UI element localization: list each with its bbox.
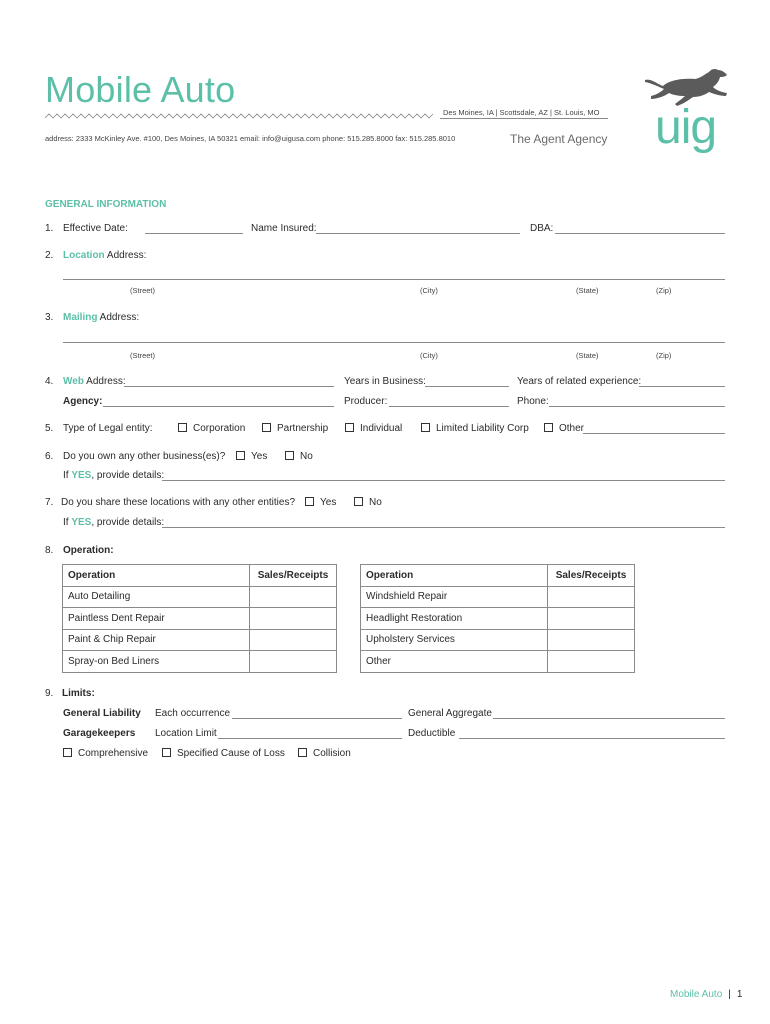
uig-logo: uig [655,101,717,154]
operations-table-left [62,564,337,673]
mailing-city-caption: (City) [420,351,438,360]
q6-yes-option[interactable]: Yes [236,451,267,462]
location-address-label: Location Address: [63,250,147,261]
q7-yes-option[interactable]: Yes [305,497,336,508]
general-aggregate-label: General Aggregate [408,708,492,719]
contact-info: address: 2333 McKinley Ave. #100, Des Moines, IA 50321 email: info@uigusa.com phone: 515.285.8000 fax: 515.285.8010 [45,134,456,143]
web-address-label: Web Address: [63,376,126,387]
q7-details-field[interactable] [162,527,725,528]
operation-name: Spray-on Bed Liners [63,651,250,673]
q7-details-label: If YES, provide details: [63,517,165,528]
sales-receipts-cell[interactable] [250,586,337,608]
option-specified-cause[interactable]: Specified Cause of Loss [162,748,285,759]
each-occurrence-label: Each occurrence [155,708,231,719]
option-collision[interactable]: Collision [298,748,351,759]
location-street-caption: (Street) [130,286,156,295]
column-header: Sales/Receipts [548,565,635,587]
operation-name: Other [361,651,548,673]
years-in-business-field[interactable] [425,386,509,387]
years-in-business-label: Years in Business: [344,376,426,387]
option-llc[interactable]: Limited Liability Corp [421,423,529,434]
related-experience-field[interactable] [639,386,725,387]
q6-details-label: If YES, provide details: [63,470,165,481]
operation-name: Upholstery Services [361,629,548,651]
checkbox-icon[interactable] [262,423,271,432]
q7-number: 7. [45,497,54,508]
general-liability-label: General Liability [63,708,141,719]
sales-receipts-cell[interactable] [250,651,337,673]
sales-receipts-cell[interactable] [548,629,635,651]
checkbox-icon[interactable] [345,423,354,432]
q2-number: 2. [45,250,54,261]
q6-details-field[interactable] [162,480,725,481]
related-experience-label: Years of related experience: [517,376,642,387]
tagline: The Agent Agency [510,132,608,146]
web-address-field[interactable] [124,386,334,387]
q3-number: 3. [45,312,54,323]
operations-table-right [360,564,635,673]
sales-receipts-cell[interactable] [250,608,337,630]
header-rule [440,118,608,119]
form-title: Mobile Auto [45,69,236,110]
sales-receipts-cell[interactable] [548,608,635,630]
operation-name: Paintless Dent Repair [63,608,250,630]
effective-date-label: Effective Date: [63,223,128,234]
option-individual[interactable]: Individual [345,423,402,434]
general-aggregate-field[interactable] [493,718,725,719]
sales-receipts-cell[interactable] [548,586,635,608]
q9-number: 9. [45,688,54,699]
footer-separator: | [728,989,731,1000]
operation-name: Windshield Repair [361,586,548,608]
checkbox-icon[interactable] [178,423,187,432]
name-insured-field[interactable] [316,233,520,234]
section-heading-general: GENERAL INFORMATION [45,199,167,210]
checkbox-icon[interactable] [544,423,553,432]
footer-title: Mobile Auto [670,989,723,1000]
dba-field[interactable] [555,233,725,234]
effective-date-field[interactable] [145,233,243,234]
checkbox-icon[interactable] [285,451,294,460]
operation-name: Paint & Chip Repair [63,629,250,651]
deductible-label: Deductible [408,728,456,739]
checkbox-icon[interactable] [63,748,72,757]
producer-label: Producer: [344,396,388,407]
mailing-address-label: Mailing Address: [63,312,140,323]
q6-number: 6. [45,451,54,462]
checkbox-icon[interactable] [305,497,314,506]
q7-no-option[interactable]: No [354,497,382,508]
each-occurrence-field[interactable] [232,718,402,719]
phone-field[interactable] [549,406,725,407]
option-corporation[interactable]: Corporation [178,423,245,434]
page-footer [670,989,742,1000]
legal-entity-label: Type of Legal entity: [63,423,153,434]
checkbox-icon[interactable] [354,497,363,506]
location-limit-field[interactable] [218,738,402,739]
sales-receipts-cell[interactable] [250,629,337,651]
column-header: Operation [63,565,250,587]
column-header: Sales/Receipts [250,565,337,587]
deductible-field[interactable] [459,738,725,739]
operation-heading: Operation: [63,545,114,556]
checkbox-icon[interactable] [236,451,245,460]
location-zip-caption: (Zip) [656,286,672,295]
zigzag-divider [45,112,435,120]
office-locations: Des Moines, IA | Scottsdale, AZ | St. Louis, MO [443,108,600,117]
option-other[interactable]: Other [544,423,584,434]
q8-number: 8. [45,545,54,556]
agency-label: Agency: [63,396,103,407]
dba-label: DBA: [530,223,554,234]
column-header: Operation [361,565,548,587]
location-state-caption: (State) [576,286,599,295]
location-city-caption: (City) [420,286,438,295]
operation-name: Headlight Restoration [361,608,548,630]
other-business-label: Do you own any other business(es)? [63,451,226,462]
agency-field[interactable] [103,406,334,407]
name-insured-label: Name Insured: [251,223,317,234]
producer-field[interactable] [389,406,509,407]
garagekeepers-label: Garagekeepers [63,728,136,739]
sales-receipts-cell[interactable] [548,651,635,673]
checkbox-icon[interactable] [162,748,171,757]
q1-number: 1. [45,223,54,234]
checkbox-icon[interactable] [298,748,307,757]
location-address-field[interactable] [63,279,725,280]
mailing-address-field[interactable] [63,342,725,343]
page-number: 1 [736,989,743,1000]
other-entity-field[interactable] [583,433,725,434]
q4-number: 4. [45,376,54,387]
shared-locations-label: Do you share these locations with any other entities? [61,497,296,508]
mailing-zip-caption: (Zip) [656,351,672,360]
option-comprehensive[interactable]: Comprehensive [63,748,148,759]
limits-heading: Limits: [62,688,95,699]
q5-number: 5. [45,423,54,434]
phone-label: Phone: [517,396,549,407]
option-partnership[interactable]: Partnership [262,423,328,434]
operation-name: Auto Detailing [63,586,250,608]
checkbox-icon[interactable] [421,423,430,432]
mailing-state-caption: (State) [576,351,599,360]
q6-no-option[interactable]: No [285,451,313,462]
location-limit-label: Location Limit [155,728,217,739]
mailing-street-caption: (Street) [130,351,156,360]
